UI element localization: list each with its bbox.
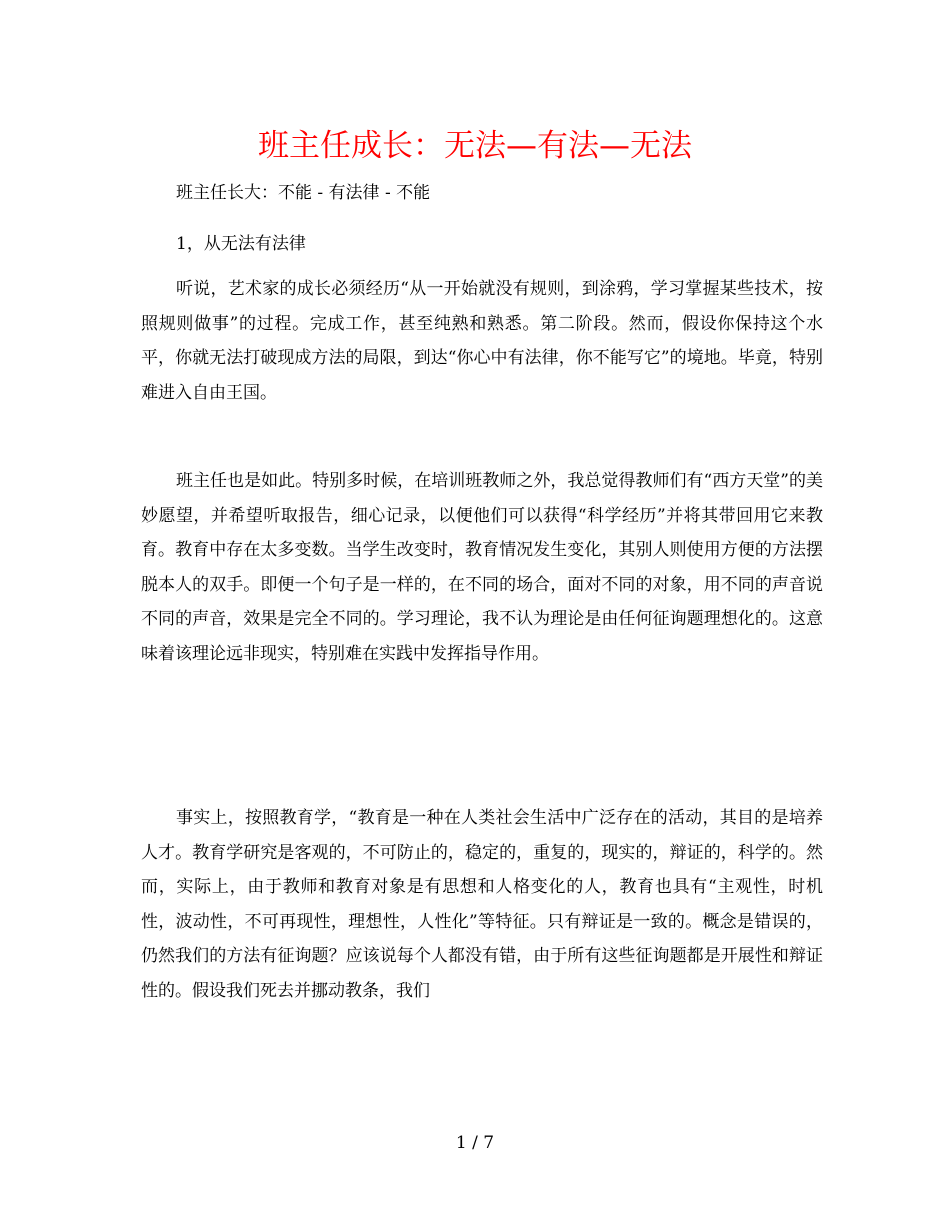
body-paragraph: 班主任也是如此。特别多时候，在培训班教师之外，我总觉得教师们有“西方天堂”的美妙愿望，并希望听取报告，细心记录，以便他们可以获得“科学经历”并将其带回用它来教育。教育中存在太多变数。当学生改变时，教育情况发生变化，其别人则使用方便的方法摆脱本人的双手。即便一个句子是一样的，在不同的场合，面对不同的对象，用不同的声音说不同的声音，效果是完全不同的。学习理论，我不认为理论是由任何征询题理想化的。这意味着该理论远非现实，特别难在实践中发挥指导作用。: [141, 471, 823, 664]
body-paragraph: 听说，艺术家的成长必须经历“从一开始就没有规则，到涂鸦，学习掌握某些技术，按照规则做事”的过程。完成工作，甚至纯熟和熟悉。第二阶段。然而，假设你保持这个水平，你就无法打破现成方法的局限，到达“你心中有法律，你不能写它”的境地。毕竟，特别难进入自由王国。: [141, 279, 823, 403]
document-title: 班主任成长：无法—有法—无法: [258, 128, 692, 164]
body-paragraph: 事实上，按照教育学，“教育是一种在人类社会生活中广泛存在的活动，其目的是培养人才。教育学研究是客观的，不可防止的，稳定的，重复的，现实的，辩证的，科学的。然而，实际上，由于教师和教育对象是有思想和人格变化的人，教育也具有“主观性，时机性，波动性，不可再现性，理想性，人性化”等特征。只有辩证是一致的。概念是错误的，仍然我们的方法有征询题？应该说每个人都没有错，由于所有这些征询题都是开展性和辩证性的。假设我们死去并挪动教条，我们: [141, 808, 823, 1001]
page-number: 1 / 7: [455, 1133, 495, 1153]
document-subtitle: 班主任长大：不能 - 有法律 - 不能: [176, 183, 431, 203]
section-heading: 1，从无法有法律: [176, 234, 306, 254]
